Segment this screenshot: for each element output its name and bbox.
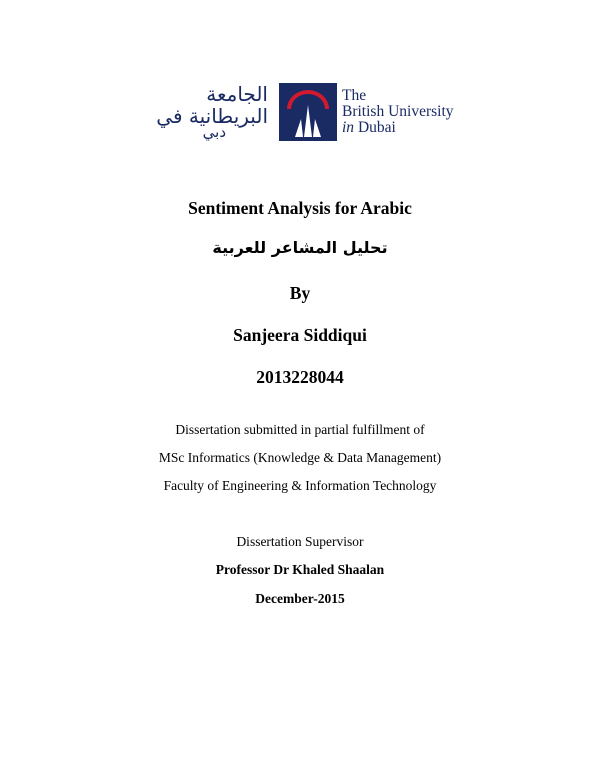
supervisor-name: Professor Dr Khaled Shaalan [215,562,385,577]
submission-line-2: MSc Informatics (Knowledge & Data Management) [158,450,442,465]
submission-line-1: Dissertation submitted in partial fulfillment of [175,422,425,437]
dissertation-title-arabic: تحليل المشاعر للعربية [212,238,388,257]
submission-date: December-2015 [255,591,345,606]
university-logo [148,82,468,142]
logo-arabic-line-1: الجامعة [206,82,268,106]
logo-english-wordmark [342,88,454,136]
logo-emblem-icon [279,83,337,141]
logo-arabic-line-3: دبي [202,123,226,141]
student-id: 2013228044 [256,367,344,387]
logo-english-in: in [342,119,355,136]
logo-english-line-2: British University [342,103,454,120]
supervisor-label: Dissertation Supervisor [236,534,364,549]
dissertation-title: Sentiment Analysis for Arabic [188,198,412,218]
logo-english-line-1: The [342,87,367,104]
logo-arabic-line-2: البريطانية في [156,104,268,128]
logo-arabic-wordmark [148,82,276,142]
logo-english-line-3 [342,120,454,136]
by-label: By [289,283,311,303]
logo-english-dubai: Dubai [357,119,396,136]
submission-line-3: Faculty of Engineering & Information Technology [163,478,437,493]
author-name: Sanjeera Siddiqui [233,325,367,345]
